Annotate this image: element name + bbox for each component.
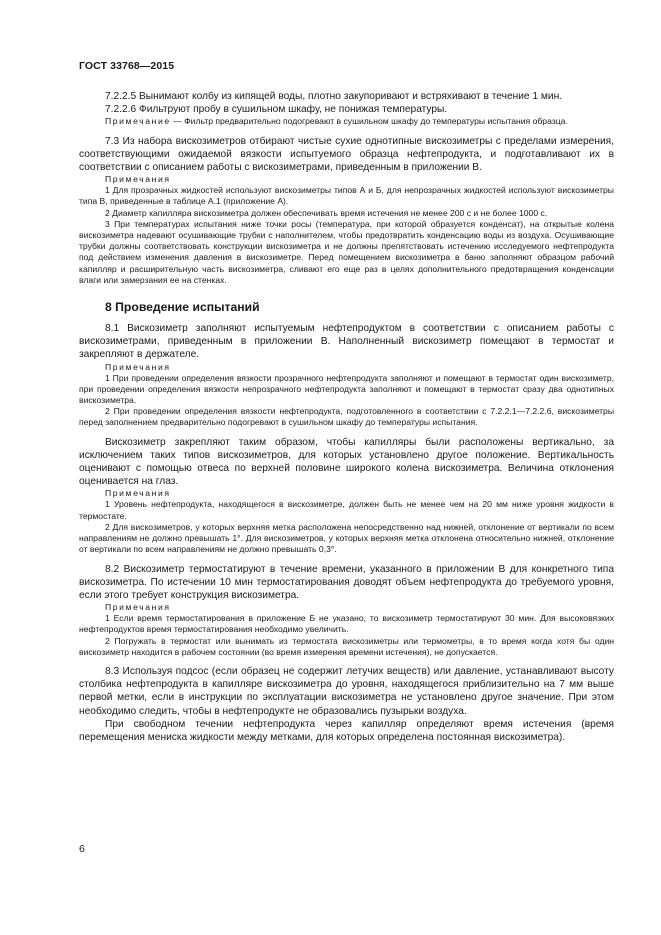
note-8-1b-2: 2 Для вискозиметров, у которых верхняя метка расположена непосредственно над нижней, отклонение от вертикали по всем направлениям не должно превышать 1°. Для вискозиметров, у которых верхняя метка отклонена относительно нижней, отклонение от вертикали по всем направлениям не должно превышать 0,3°.	[79, 521, 614, 555]
paragraph-8-3: 8.3 Используя подсос (если образец не содержит летучих веществ) или давление, устанавливают высоту столбика нефтепродукта в капилляре вискозиметра до уровня, находящегося приблизительно на 7 мм выше первой метки, если в инструкции по эксплуатации вискозиметра не установлено другое значение. При этом необходимо следить, чтобы в нефтепродукте не образовались пузырьки воздуха.	[79, 665, 614, 717]
note-7-2-2-6	[79, 116, 614, 127]
notes-heading: Примечания	[105, 174, 171, 185]
paragraph-7-2-2-5: 7.2.2.5 Вынимают колбу из кипящей воды, плотно закупоривают и встряхивают в течение 1 мин.	[105, 91, 563, 102]
note-8-1-1: 1 При проведении определения вязкости прозрачного нефтепродукта заполняют и помещают в термостат один вискозиметр, при проведении определения вязкости непрозрачного нефтепродукта заполняют и помещают в термостат сразу два однотипных вискозиметра.	[79, 372, 614, 406]
paragraph-8-2: 8.2 Вискозиметр термостатируют в течение времени, указанного в приложении В для конкретного типа вискозиметра. По истечении 10 мин термостатирования доводят объем нефтепродукта до требуемого уровня, если этого требует конструкция вискозиметра.	[79, 563, 614, 601]
page-number: 6	[79, 843, 85, 855]
paragraph-8-1-b: Вискозиметр закрепляют таким образом, чтобы капилляры были расположены вертикально, за исключением таких типов вискозиметров, для которых установлено другое положение. Вертикальность оценивают с помощью отвеса по верхней половине широкого колена вискозиметра. Величина отклонения оценивается на глаз.	[79, 436, 614, 488]
note-7-3-2: 2 Диаметр капилляра вискозиметра должен обеспечивать время истечения не менее 200 с и не более 1000 с.	[105, 207, 548, 218]
paragraph-8-1: 8.1 Вискозиметр заполняют испытуемым нефтепродуктом в соответствии с описанием работы с вискозиметрами, приведенным в приложении В. Наполненный вискозиметр помещают в термостат и закрепляют в держателе.	[79, 323, 614, 361]
note-7-3-3: 3 При температурах испытания ниже точки росы (температура, при которой образуется конденсат), на открытые колена вискозиметра надевают осушивающие трубки с наполнителем, чтобы предотвратить конденсацию воды из воздуха. Осушивающие трубки должны соответствовать конструкции вискозиметра и не должны препятствовать истечению исследуемого нефтепродукта под действием изменения давления в вискозиметре. Перед помещением вискозиметра в баню заполняют образцом рабочий капилляр и расширительную часть вискозиметра, сливают его еще раз в целях дополнительного предотвращения конденсации влаги или замерзания ее на стенках.	[79, 218, 614, 285]
paragraph-7-2-2-6: 7.2.2.6 Фильтруют пробу в сушильном шкафу, не понижая температуры.	[105, 104, 448, 116]
note-8-1-2: 2 При проведении определения вязкости нефтепродукта, подготовленного в соответствии с 7.2.2.1—7.2.2.6, вискозиметры перед заполнением предварительно подогревают в сушильном шкафу до температуры испытания.	[79, 406, 614, 428]
notes-heading: Примечания	[105, 602, 171, 613]
document-header: ГОСТ 33768—2015	[79, 60, 175, 72]
note-label: Примечание	[105, 116, 171, 127]
note-7-3-1: 1 Для прозрачных жидкостей используют вискозиметры типов А и Б, для непрозрачных жидкостей используют вискозиметры типа В, приведенные в таблице А.1 (приложение А).	[79, 185, 614, 207]
notes-heading: Примечания	[105, 361, 171, 372]
paragraph-8-3-b: При свободном течении нефтепродукта через капилляр определяют время истечения (время перемещения мениска жидкости между метками, для которых определена постоянная вискозиметра).	[79, 718, 614, 743]
note-8-1b-1: 1 Уровень нефтепродукта, находящегося в вискозиметре, должен быть не менее чем на 20 мм ниже уровня жидкости в термостате.	[79, 499, 614, 521]
note-8-2-2: 2 Погружать в термостат или вынимать из термостата вискозиметры или термометры, в то время когда хотя бы один вискозиметр находится в рабочем состоянии (во время измерения времени истечения), не допускается.	[79, 635, 614, 657]
document-body	[79, 90, 614, 744]
section-heading-8: 8 Проведение испытаний	[105, 300, 260, 315]
note-8-2-1: 1 Если время термостатирования в приложение Б не указано, то вискозиметр термостатируют 30 мин. Для высоковязких нефтепродуктов время термостатирования необходимо увеличить.	[79, 613, 614, 635]
notes-heading: Примечания	[105, 488, 171, 499]
paragraph-7-3: 7.3 Из набора вискозиметров отбирают чистые сухие однотипные вискозиметры с пределами измерения, соответствующими ожидаемой вязкости испытуемого образца нефтепродукта, и подготавливают их в соответствии с описанием работы с вискозиметрами, приведенным в приложении В.	[79, 135, 614, 174]
note-text: — Фильтр предварительно подогревают в сушильном шкафу до температуры испытания образца.	[170, 116, 568, 127]
